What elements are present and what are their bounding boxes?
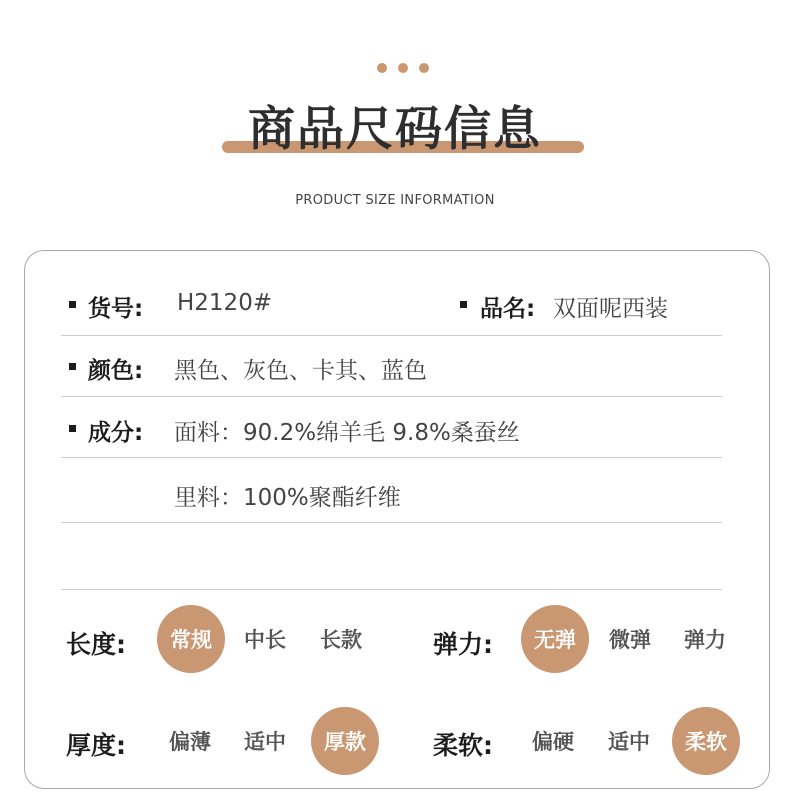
divider bbox=[61, 457, 722, 458]
length-label: 长度: bbox=[66, 630, 126, 659]
divider bbox=[61, 522, 722, 523]
decor-dot bbox=[398, 63, 408, 73]
elasticity-option-selected: 无弹 bbox=[521, 605, 589, 673]
thickness-option: 适中 bbox=[244, 730, 286, 754]
product-name-label: 品名: bbox=[480, 296, 536, 322]
page-title: 商品尺码信息 bbox=[248, 102, 542, 157]
page-subtitle: PRODUCT SIZE INFORMATION bbox=[295, 193, 495, 208]
divider bbox=[61, 589, 722, 590]
elasticity-option: 微弹 bbox=[609, 628, 651, 652]
divider bbox=[61, 396, 722, 397]
composition-label: 成分: bbox=[88, 420, 144, 446]
thickness-option-selected: 厚款 bbox=[311, 707, 379, 775]
softness-option: 适中 bbox=[608, 730, 650, 754]
thickness-label: 厚度: bbox=[66, 731, 126, 760]
divider bbox=[61, 335, 722, 336]
composition-lining-value: 里料：100%聚酯纤维 bbox=[174, 485, 401, 511]
item-no-label: 货号: bbox=[88, 296, 144, 322]
decor-dot bbox=[377, 63, 387, 73]
info-card bbox=[24, 250, 770, 789]
composition-outer-value: 面料：90.2%绵羊毛 9.8%桑蚕丝 bbox=[174, 420, 520, 446]
color-value: 黑色、灰色、卡其、蓝色 bbox=[174, 358, 427, 384]
length-option-selected: 常规 bbox=[157, 605, 225, 673]
bullet-icon bbox=[460, 301, 467, 308]
bullet-icon bbox=[69, 301, 76, 308]
item-no-value: H2120# bbox=[177, 290, 273, 316]
decor-dot bbox=[419, 63, 429, 73]
elasticity-option: 弹力 bbox=[684, 628, 726, 652]
softness-option: 偏硬 bbox=[532, 730, 574, 754]
thickness-option: 偏薄 bbox=[169, 730, 211, 754]
softness-option-selected: 柔软 bbox=[672, 707, 740, 775]
length-option: 中长 bbox=[244, 628, 286, 652]
product-name-value: 双面呢西装 bbox=[553, 296, 668, 322]
bullet-icon bbox=[69, 425, 76, 432]
elasticity-label: 弹力: bbox=[433, 630, 493, 659]
length-option: 长款 bbox=[320, 628, 362, 652]
color-label: 颜色: bbox=[88, 358, 144, 384]
softness-label: 柔软: bbox=[433, 731, 493, 760]
bullet-icon bbox=[69, 363, 76, 370]
